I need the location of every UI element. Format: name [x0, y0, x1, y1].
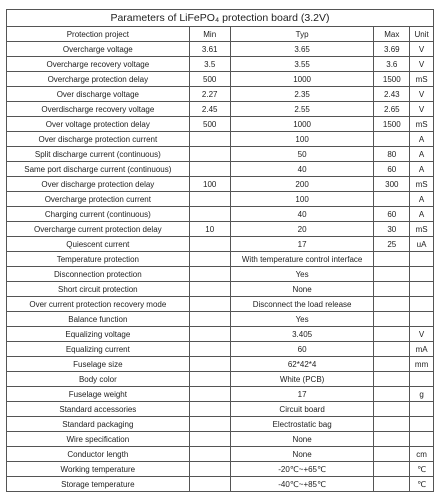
cell-min	[189, 132, 230, 147]
cell-min: 3.61	[189, 42, 230, 57]
cell-project: Quiescent current	[7, 237, 190, 252]
table-row	[7, 177, 434, 192]
cell-unit: mS	[410, 72, 434, 87]
cell-unit: A	[410, 162, 434, 177]
cell-typ: 60	[230, 342, 374, 357]
cell-min: 2.45	[189, 102, 230, 117]
cell-max: 60	[374, 162, 410, 177]
cell-project: Fuselage size	[7, 357, 190, 372]
cell-project: Overcharge recovery voltage	[7, 57, 190, 72]
cell-max	[374, 447, 410, 462]
cell-min	[189, 252, 230, 267]
cell-unit	[410, 297, 434, 312]
cell-unit: uA	[410, 237, 434, 252]
cell-unit: V	[410, 102, 434, 117]
table-row	[7, 162, 434, 177]
cell-min	[189, 432, 230, 447]
cell-typ: 3.405	[230, 327, 374, 342]
header-typ: Typ	[230, 27, 374, 42]
cell-min	[189, 402, 230, 417]
cell-min	[189, 162, 230, 177]
cell-unit: V	[410, 87, 434, 102]
cell-project: Conductor length	[7, 447, 190, 462]
cell-unit: V	[410, 57, 434, 72]
cell-min: 3.5	[189, 57, 230, 72]
cell-typ: 1000	[230, 117, 374, 132]
cell-typ: None	[230, 447, 374, 462]
cell-min: 100	[189, 177, 230, 192]
header-project: Protection project	[7, 27, 190, 42]
cell-typ: 50	[230, 147, 374, 162]
cell-min	[189, 327, 230, 342]
cell-min	[189, 192, 230, 207]
cell-max: 1500	[374, 72, 410, 87]
cell-project: Charging current (continuous)	[7, 207, 190, 222]
table-row	[7, 147, 434, 162]
table-row	[7, 282, 434, 297]
header-min: Min	[189, 27, 230, 42]
cell-max	[374, 387, 410, 402]
table-row	[7, 432, 434, 447]
cell-min	[189, 207, 230, 222]
table-body	[7, 42, 434, 492]
cell-project: Overcharge voltage	[7, 42, 190, 57]
cell-max	[374, 312, 410, 327]
table-row	[7, 387, 434, 402]
cell-project: Working temperature	[7, 462, 190, 477]
cell-min: 500	[189, 72, 230, 87]
cell-unit: mA	[410, 342, 434, 357]
cell-min	[189, 462, 230, 477]
cell-min: 500	[189, 117, 230, 132]
cell-project: Disconnection protection	[7, 267, 190, 282]
cell-max	[374, 417, 410, 432]
table-row	[7, 462, 434, 477]
cell-max	[374, 402, 410, 417]
header-row	[7, 27, 434, 42]
cell-unit: mS	[410, 222, 434, 237]
cell-unit: A	[410, 147, 434, 162]
cell-project: Over discharge protection current	[7, 132, 190, 147]
cell-max: 2.65	[374, 102, 410, 117]
table-row	[7, 102, 434, 117]
table-row	[7, 417, 434, 432]
table-row	[7, 447, 434, 462]
cell-unit	[410, 402, 434, 417]
header-unit: Unit	[410, 27, 434, 42]
table-row	[7, 477, 434, 492]
cell-unit	[410, 312, 434, 327]
cell-project: Over discharge voltage	[7, 87, 190, 102]
cell-max: 3.69	[374, 42, 410, 57]
cell-max: 60	[374, 207, 410, 222]
cell-unit: V	[410, 42, 434, 57]
cell-max: 2.43	[374, 87, 410, 102]
cell-typ: 100	[230, 192, 374, 207]
cell-unit: V	[410, 327, 434, 342]
cell-typ: 62*42*4	[230, 357, 374, 372]
cell-min: 10	[189, 222, 230, 237]
cell-unit: ℃	[410, 477, 434, 492]
cell-project: Split discharge current (continuous)	[7, 147, 190, 162]
cell-typ: 200	[230, 177, 374, 192]
cell-project: Overcharge protection current	[7, 192, 190, 207]
cell-max: 80	[374, 147, 410, 162]
cell-project: Balance function	[7, 312, 190, 327]
cell-unit: g	[410, 387, 434, 402]
cell-max: 25	[374, 237, 410, 252]
cell-project: Overcharge current protection delay	[7, 222, 190, 237]
table-row	[7, 57, 434, 72]
cell-typ: -40℃~+85℃	[230, 477, 374, 492]
cell-typ: None	[230, 432, 374, 447]
cell-min	[189, 342, 230, 357]
cell-typ: None	[230, 282, 374, 297]
table-row	[7, 327, 434, 342]
cell-unit: mS	[410, 177, 434, 192]
table-row	[7, 207, 434, 222]
table-row	[7, 42, 434, 57]
table-row	[7, 72, 434, 87]
cell-project: Body color	[7, 372, 190, 387]
cell-max	[374, 297, 410, 312]
cell-max	[374, 372, 410, 387]
cell-max	[374, 327, 410, 342]
cell-typ: 1000	[230, 72, 374, 87]
cell-max	[374, 357, 410, 372]
table-title: Parameters of LiFePO₄ protection board (3.2V)	[7, 10, 434, 27]
cell-max	[374, 267, 410, 282]
cell-typ: 2.55	[230, 102, 374, 117]
cell-max	[374, 342, 410, 357]
cell-project: Same port discharge current (continuous)	[7, 162, 190, 177]
cell-typ: 3.55	[230, 57, 374, 72]
cell-unit	[410, 267, 434, 282]
cell-typ: Disconnect the load release	[230, 297, 374, 312]
cell-unit	[410, 432, 434, 447]
cell-project: Fuselage weight	[7, 387, 190, 402]
cell-project: Over current protection recovery mode	[7, 297, 190, 312]
parameter-table	[6, 9, 434, 492]
cell-unit: A	[410, 207, 434, 222]
cell-typ: Yes	[230, 312, 374, 327]
cell-max: 30	[374, 222, 410, 237]
cell-project: Over voltage protection delay	[7, 117, 190, 132]
cell-typ: 20	[230, 222, 374, 237]
cell-unit: mS	[410, 117, 434, 132]
title-row	[7, 10, 434, 27]
table-row	[7, 117, 434, 132]
cell-unit	[410, 372, 434, 387]
table-row	[7, 372, 434, 387]
table-row	[7, 297, 434, 312]
cell-typ: White (PCB)	[230, 372, 374, 387]
cell-max	[374, 282, 410, 297]
table-row	[7, 252, 434, 267]
cell-min	[189, 297, 230, 312]
cell-typ: 3.65	[230, 42, 374, 57]
table-row	[7, 267, 434, 282]
cell-max: 300	[374, 177, 410, 192]
cell-typ: -20℃~+65℃	[230, 462, 374, 477]
cell-unit: A	[410, 132, 434, 147]
cell-min	[189, 312, 230, 327]
cell-unit	[410, 252, 434, 267]
cell-typ: 17	[230, 237, 374, 252]
table-row	[7, 342, 434, 357]
table-row	[7, 132, 434, 147]
cell-typ: 100	[230, 132, 374, 147]
cell-min	[189, 417, 230, 432]
cell-max: 3.6	[374, 57, 410, 72]
cell-max	[374, 252, 410, 267]
table-row	[7, 222, 434, 237]
cell-max	[374, 477, 410, 492]
cell-typ: 2.35	[230, 87, 374, 102]
cell-typ: 40	[230, 162, 374, 177]
cell-max	[374, 132, 410, 147]
cell-min	[189, 282, 230, 297]
cell-max	[374, 192, 410, 207]
cell-typ: Circuit board	[230, 402, 374, 417]
cell-unit: ℃	[410, 462, 434, 477]
cell-project: Standard packaging	[7, 417, 190, 432]
header-max: Max	[374, 27, 410, 42]
cell-project: Equalizing current	[7, 342, 190, 357]
cell-project: Equalizing voltage	[7, 327, 190, 342]
cell-min	[189, 372, 230, 387]
table-row	[7, 357, 434, 372]
cell-project: Wire specification	[7, 432, 190, 447]
table-row	[7, 192, 434, 207]
parameter-sheet	[6, 9, 434, 492]
cell-project: Overcharge protection delay	[7, 72, 190, 87]
table-row	[7, 312, 434, 327]
cell-max	[374, 432, 410, 447]
cell-max	[374, 462, 410, 477]
cell-min	[189, 267, 230, 282]
cell-unit: cm	[410, 447, 434, 462]
cell-project: Standard accessories	[7, 402, 190, 417]
cell-typ: Electrostatic bag	[230, 417, 374, 432]
cell-typ: 17	[230, 387, 374, 402]
cell-project: Overdischarge recovery voltage	[7, 102, 190, 117]
table-row	[7, 237, 434, 252]
cell-min	[189, 387, 230, 402]
table-row	[7, 87, 434, 102]
cell-typ: Yes	[230, 267, 374, 282]
cell-min	[189, 237, 230, 252]
cell-min	[189, 357, 230, 372]
cell-unit	[410, 417, 434, 432]
table-row	[7, 402, 434, 417]
cell-min	[189, 147, 230, 162]
cell-unit: A	[410, 192, 434, 207]
cell-unit	[410, 282, 434, 297]
cell-typ: With temperature control interface	[230, 252, 374, 267]
cell-project: Short circuit protection	[7, 282, 190, 297]
cell-typ: 40	[230, 207, 374, 222]
cell-min: 2.27	[189, 87, 230, 102]
cell-min	[189, 477, 230, 492]
cell-project: Storage temperature	[7, 477, 190, 492]
cell-min	[189, 447, 230, 462]
cell-project: Over discharge protection delay	[7, 177, 190, 192]
cell-max: 1500	[374, 117, 410, 132]
cell-project: Temperature protection	[7, 252, 190, 267]
cell-unit: mm	[410, 357, 434, 372]
